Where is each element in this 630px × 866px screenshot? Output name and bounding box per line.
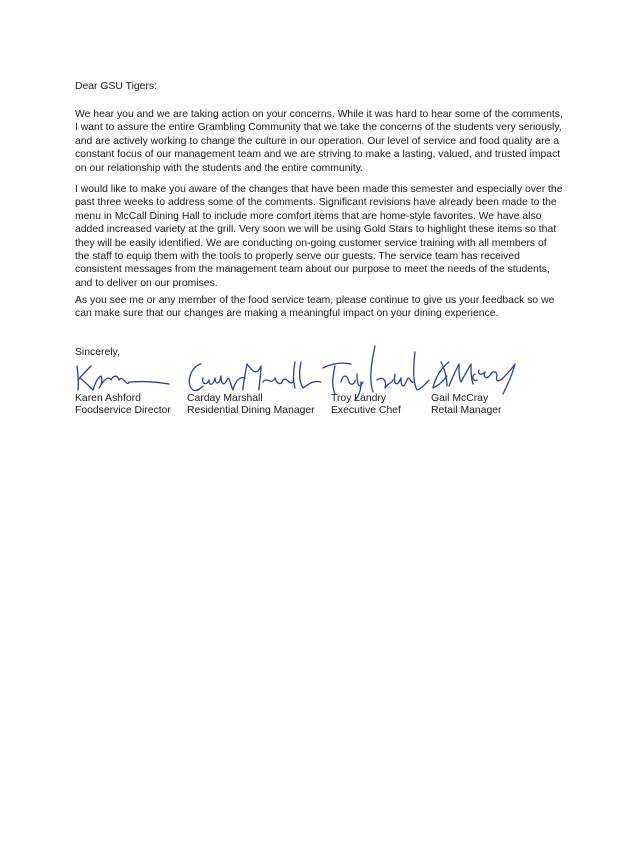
signatory-role: Residential Dining Manager — [187, 405, 315, 416]
paragraph-2: I would like to make you aware of the changes that have been made this semester and especially over the past three weeks to address some of the comments. Significant revisions have already been made to the menu in McCall Dining Hall to include more comfort items that are home-style favorites. We have also added increased variety at the grill. Very soon we will be using Gold Stars to highlight these items so that they will be easily identified. We are conducting on-going customer service training with all members of the staff to equip them with the tools to properly serve our guests. The service team has received consistent messages from the management team about our purpose to meet the needs of the students, and to deliver on our promises. — [75, 184, 563, 289]
signatory-name: Karen Ashford — [75, 393, 141, 404]
signatory-name: Carday Marshall — [187, 393, 263, 404]
salutation: Dear GSU Tigers: — [75, 81, 157, 92]
signatory-role: Retail Manager — [431, 405, 502, 416]
paragraph-3: As you see me or any member of the food service team, please continue to give us your feedback so we can make sure that our changes are making a meaningful impact on your dining experience. — [75, 295, 555, 320]
signature-mccray — [431, 360, 521, 395]
signatory-name: Troy Landry — [331, 393, 387, 404]
signatory-role: Foodservice Director — [75, 405, 171, 416]
signatory-role: Executive Chef — [331, 405, 401, 416]
signature-marshall — [187, 360, 327, 395]
closing: Sincerely, — [75, 347, 120, 358]
signature-landry — [331, 360, 431, 395]
signatory-name: Gail McCray — [431, 393, 489, 404]
signature-ashford — [75, 360, 175, 395]
paragraph-1: We hear you and we are taking action on your concerns. While it was hard to hear some of the comments, I want to assure the entire Grambling Community that we take the concerns of the students very seriously, and are actively working to change the culture in our operation. Our level of service and food quality are a constant focus of our management team and we are striving to make a lasting, valued, and trusted impact on our relationship with the students and the entire community. — [75, 109, 563, 174]
